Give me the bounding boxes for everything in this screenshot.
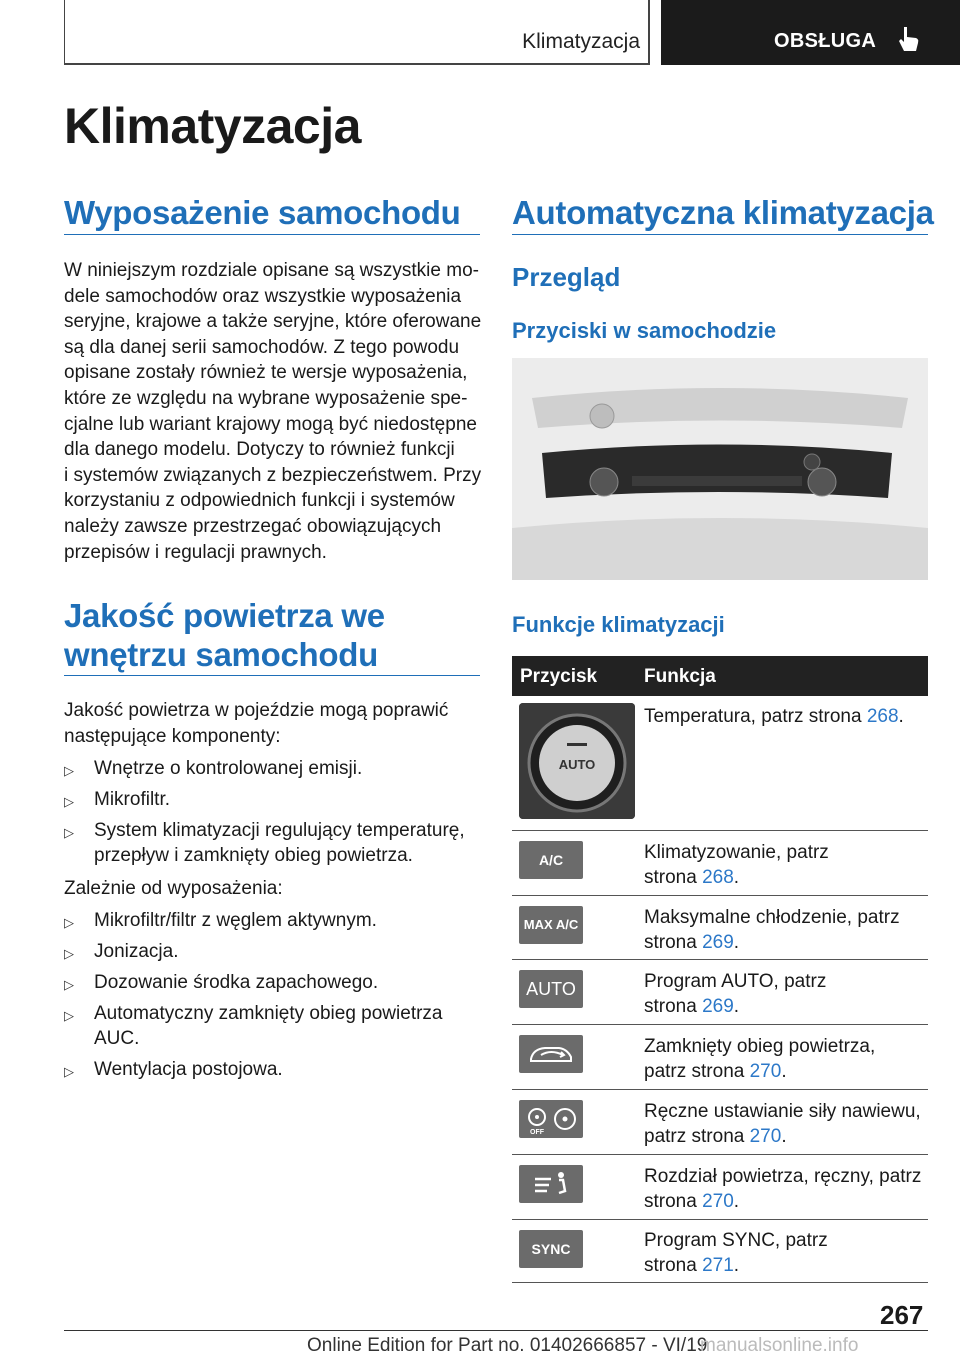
auto-button-icon: AUTO [519,970,583,1008]
footer-watermark: manualsonline.info [700,1335,859,1356]
equipment-paragraph: W niniejszym rozdziale opisane są wszystkie mo‐ dele samochodów oraz wszystkie wyposażenia seryjne, krajowe a także seryjne, które oferowane są dla danej serii samochodów. Z tego powodu opisane zostały również te wersje wyposażenia, które ze względu na wybrane wyposażenie spe‐ cjalne lub wariant krajowy mogą być niedostępne dla danego modelu. Dotyczy to również funkcji i systemów związanych z bezpieczeństwem. Przy korzystaniu z odpowiednich funkcji i systemów należy zawsze przestrzegać obowiązujących przepisów i regulacji prawnych. [64,260,482,563]
column-header-function: Funkcja [644,666,716,687]
svg-text:AUTO: AUTO [558,757,596,772]
header-chapter-tab [661,0,960,65]
function-text: Program AUTO, patrz [644,971,827,992]
table-row: Zamknięty obieg powietrza, patrz strona 270. [512,1025,928,1090]
heading-rule [64,675,480,676]
page-link[interactable]: 269 [702,932,734,953]
table-row: AUTO Temperatura, patrz strona 268. [512,696,928,831]
column-header-button: Przycisk [520,666,598,687]
ac-button-icon: A/C [519,841,583,879]
heading-buttons-in-car: Przyciski w samochodzie [512,318,777,343]
header-bottom-border [64,63,650,65]
header-left-border [64,0,65,64]
heading-equipment: Wyposażenie samochodu [64,194,461,231]
table-row: SYNC Program SYNC, patrz strona 271. [512,1220,928,1283]
table-row: OFF Ręczne ustawianie siły nawiewu, patrz strona 270. [512,1090,928,1155]
function-text: Zamknięty obieg powietrza, [644,1036,876,1057]
function-text: Program SYNC, patrz [644,1230,828,1251]
table-row: A/C Klimatyzowanie, patrz strona 268. [512,831,928,896]
climate-panel-photo [512,358,928,580]
recirculation-button-icon [519,1035,583,1073]
heading-rule [64,234,480,235]
table-row: AUTO Program AUTO, patrz strona 269. [512,960,928,1025]
hand-pointer-icon [896,25,922,53]
heading-rule [512,234,928,235]
table-header [512,656,928,696]
function-text: Ręczne ustawianie siły nawiewu, [644,1101,921,1122]
heading-air-quality: Jakość powietrza we wnętrzu samochodu [64,597,385,673]
air-intro: Jakość powietrza w pojeździe mogą poprawić następujące komponenty: [64,700,449,747]
function-text: Maksymalne chłodzenie, patrz [644,907,900,928]
function-text: Temperatura, patrz strona [644,706,867,727]
table-row: Rozdział powietrza, ręczny, patrz strona 270. [512,1155,928,1220]
heading-overview: Przegląd [512,262,621,292]
table-row: MAX A/C Maksymalne chłodzenie, patrz strona 269. [512,896,928,960]
max-ac-button-icon: MAX A/C [519,906,583,944]
header-section-title: Klimatyzacja [522,30,640,53]
page-title: Klimatyzacja [64,98,361,154]
page-link[interactable]: 268 [702,867,734,888]
svg-text:OFF: OFF [530,1129,544,1136]
heading-ac-functions: Funkcje klimatyzacji [512,612,725,637]
page-link[interactable]: 271 [702,1255,734,1276]
fan-button-icon [519,1100,583,1138]
function-text: Klimatyzowanie, patrz [644,842,829,863]
page-link[interactable]: 270 [702,1191,734,1212]
page-number: 267 [880,1300,924,1330]
footer-edition: Online Edition for Part no. 01402666857 - VI/19 [307,1335,708,1356]
depending-label: Zależnie od wyposażenia: [64,878,283,899]
heading-automatic-ac: Automatyczna klimatyzacja [512,194,934,231]
air-distribution-button-icon [519,1165,583,1203]
page-link[interactable]: 270 [749,1061,782,1082]
header-divider [648,0,650,65]
footer-rule [64,1330,928,1331]
header-chapter-label: OBSŁUGA [774,30,877,52]
page-link[interactable]: 270 [749,1126,782,1147]
temperature-knob-icon [519,703,635,819]
page-link[interactable]: 269 [702,996,734,1017]
sync-button-icon: SYNC [519,1230,583,1268]
function-text: Rozdział powietrza, ręczny, patrz [644,1166,922,1187]
page-link[interactable]: 268 [866,706,899,727]
